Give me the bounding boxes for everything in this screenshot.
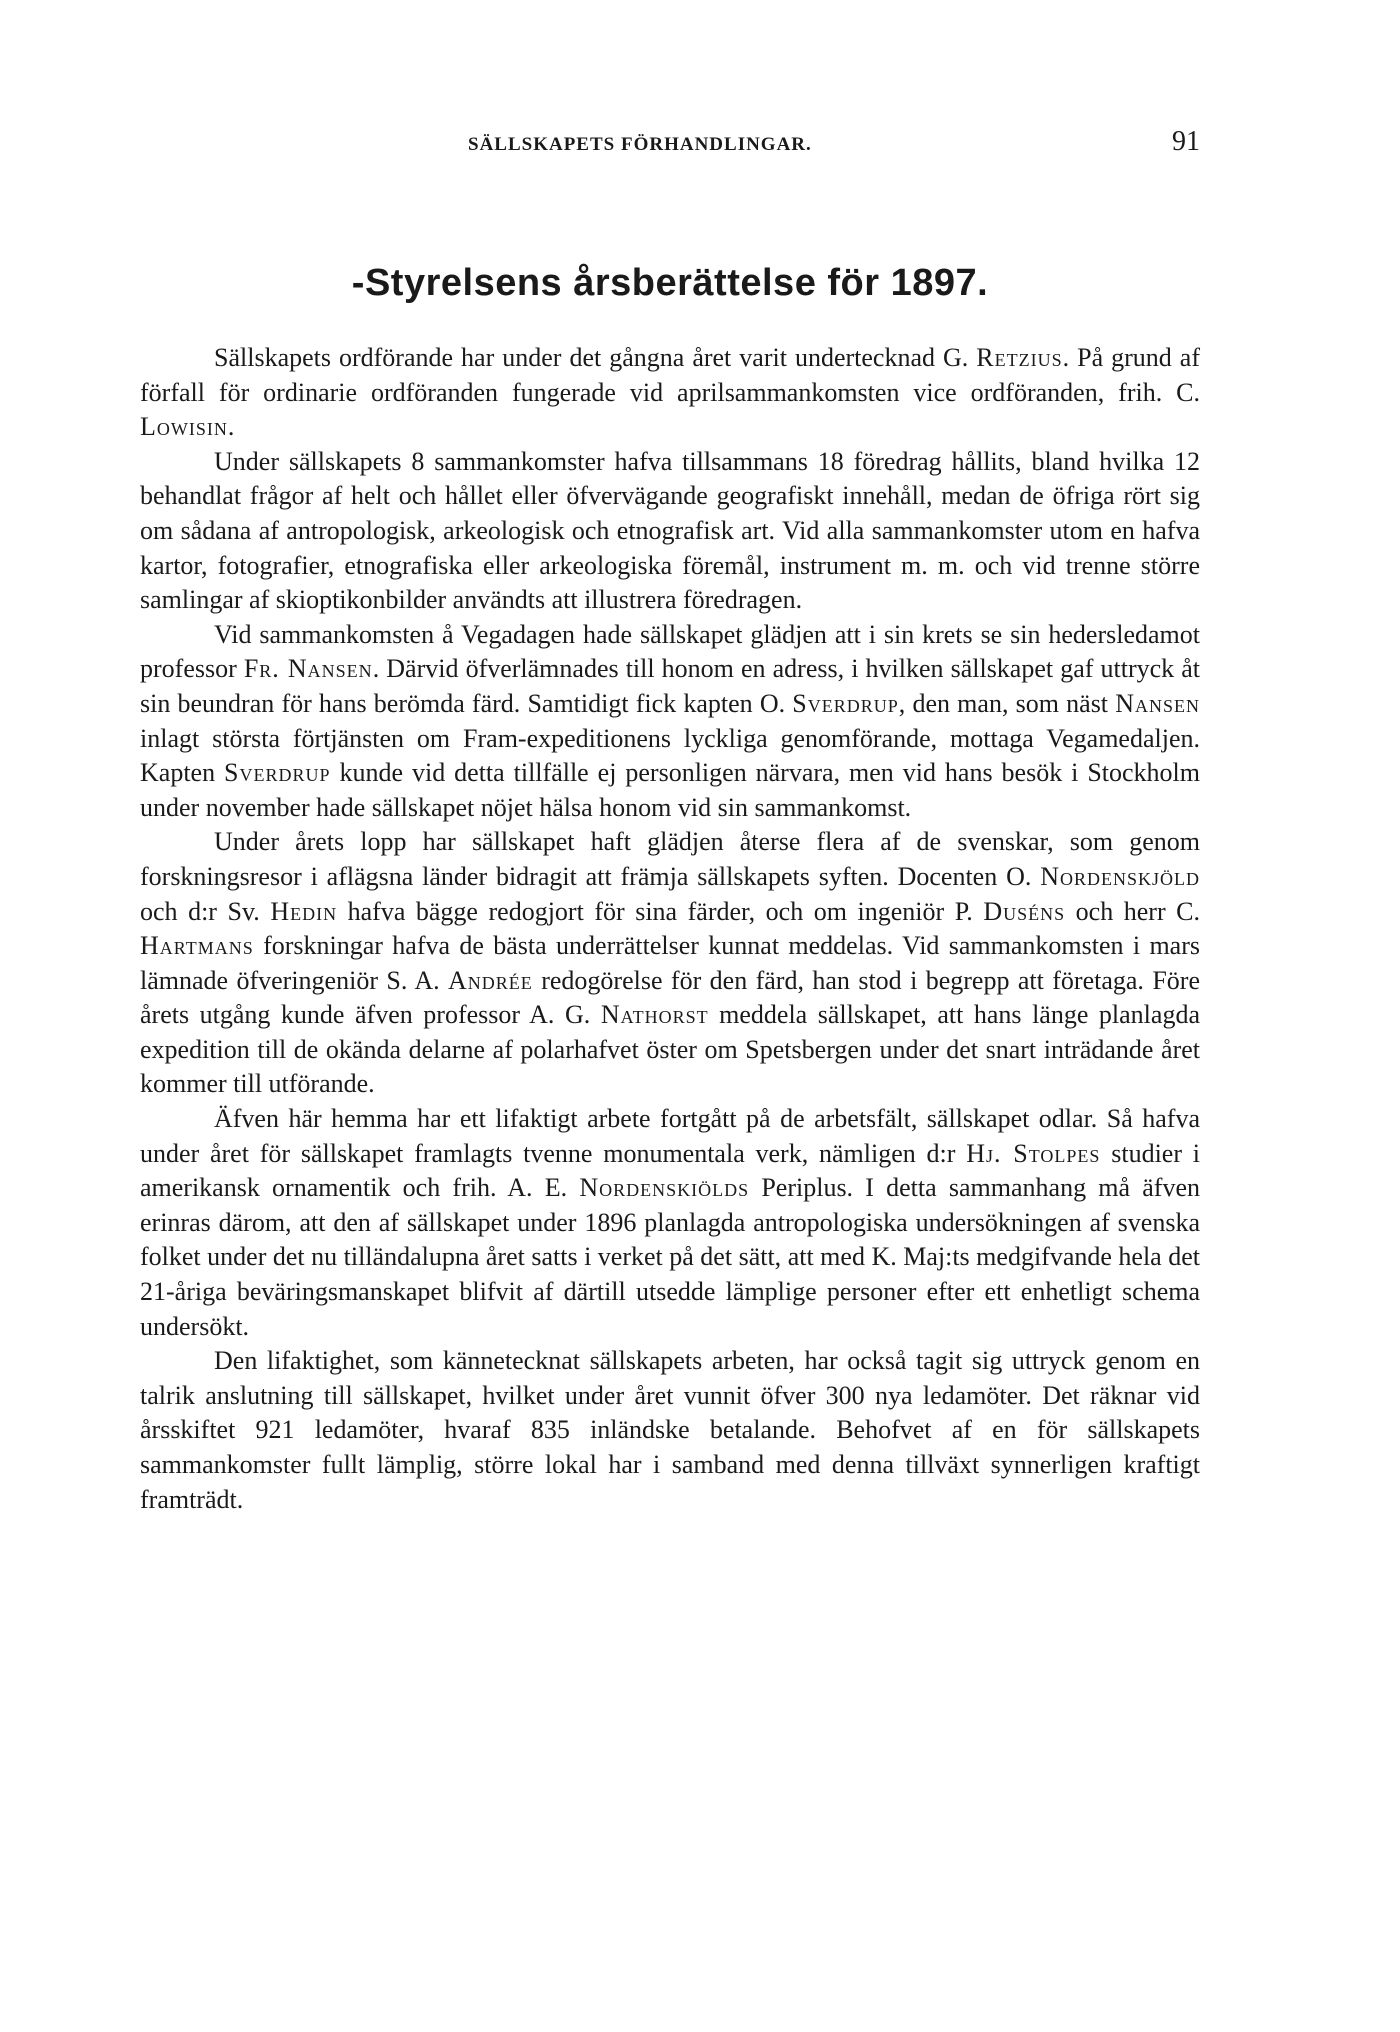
- person-name: Sverdrup: [224, 758, 331, 788]
- text-run: , den man, som näst: [898, 688, 1116, 718]
- text-run: Vid sammankomsten å Vegadagen hade sällskapet glädjen att i sin krets se sin hedersledamot professor: [140, 619, 1200, 684]
- text-run: Sällskapets ordförande har under det gångna året varit undertecknad G.: [214, 343, 977, 372]
- text-run: Äfven här hemma har ett lifaktigt arbete fortgått på de arbetsfält, sällskapet odlar. Så hafva under året för sällskapet framlagts tvenne monumentala verk, nämligen d:r: [140, 1104, 1200, 1168]
- text-run: .: [227, 412, 235, 442]
- person-name: Hartmans: [140, 931, 254, 961]
- text-run: hafva bägge redogjort för sina färder, och om ingeniör P.: [337, 896, 984, 926]
- text-run: Periplus. I detta sammanhang må äfven erinras därom, att den af sällskapet under 1896 planlagda antropologiska undersökningen af svenska folket under det nu tilländalupna året satts i verket på det sätt, att med K. Maj:ts medgifvande hela det 21-åriga beväringsmanskapet blifvit af därtill utsedde lämplige personer efter ett enhetligt schema undersökt.: [140, 1173, 1200, 1341]
- text-run: meddela sällskapet, att hans länge planlagda expedition till de okända delarne af polarhafvet öster om Spetsbergen under det snart inträdande året kommer till utförande.: [140, 1000, 1200, 1099]
- text-run: . Därvid öfverlämnades till honom en adress, i hvilken sällskapet gaf uttryck åt sin beundran för hans berömda färd. Samtidigt fick kapten O.: [140, 654, 1200, 718]
- text-run: kunde vid detta tillfälle ej personligen närvara, men vid hans besök i Stockholm under november hade sällskapet nöjet hälsa honom vid sin sammankomst.: [140, 758, 1200, 822]
- text-run: och herr C.: [1065, 896, 1200, 926]
- paragraph: [140, 445, 1200, 618]
- person-name: Nordenskjöld: [1040, 861, 1200, 891]
- text-run: forskningar hafva de bästa underrättelser kunnat meddelas. Vid sammankomsten i mars lämnade öfveringeniör S. A.: [140, 931, 1200, 995]
- person-name: Andrée: [448, 965, 533, 995]
- person-name: Nansen: [1115, 688, 1200, 718]
- person-name: Sverdrup: [792, 688, 899, 718]
- person-name: Hedin: [270, 896, 338, 926]
- text-run: studier i amerikansk ornamentik och frih. A. E.: [140, 1138, 1200, 1203]
- text-run: Under sällskapets 8 sammankomster hafva tillsammans 18 föredrag hållits, bland hvilka 12 behandlat frågor af helt och hållet eller öfvervägande geografiskt innehåll, medan de öfriga rört sig om sådana af antropologisk, arkeologisk och etnografisk art. Vid alla sammankomster utom en hafva kartor, fotografier, etnografiska eller arkeologiska föremål, instrument m. m. och vid trenne större samlingar af skioptikonbilder användts att illustrera föredragen.: [140, 446, 1200, 615]
- person-name: Duséns: [983, 896, 1066, 926]
- paragraph: [140, 618, 1200, 826]
- running-title: SÄLLSKAPETS FÖRHANDLINGAR.: [468, 134, 812, 155]
- person-name: Hj. Stolpes: [966, 1138, 1101, 1168]
- paragraph: [140, 825, 1200, 1102]
- section-heading: -Styrelsens årsberättelse för 1897.: [351, 262, 989, 304]
- text-run: redogörelse för den färd, han stod i begrepp att företaga. Före årets utgång kunde äfven professor A. G.: [140, 965, 1201, 1030]
- body-text: [140, 341, 1200, 1517]
- paragraph: [140, 1344, 1200, 1517]
- page-number: 91: [1172, 126, 1200, 157]
- person-name: Nordenskiölds: [579, 1173, 750, 1203]
- text-run: Den lifaktighet, som kännetecknat sällskapets arbeten, har också tagit sig uttryck genom en talrik anslutning till sällskapet, hvilket under året vunnit öfver 300 nya ledamöter. Det räknar vid årsskiftet 921 ledamöter, hvaraf 835 inländske betalande. Behofvet af en för sällskapets sammankomster fullt lämplig, större lokal har i samband med denna tillväxt synnerligen kraftigt framträdt.: [140, 1346, 1200, 1514]
- text-run: . På grund af förfall för ordinarie ordföranden fungerade vid aprilsammankomsten vice ordföranden, frih. C.: [140, 343, 1200, 407]
- person-name: Nathorst: [600, 1000, 709, 1030]
- paragraph: [140, 1102, 1200, 1344]
- paragraph: [140, 341, 1200, 445]
- running-header: [140, 120, 1200, 168]
- document-page: [140, 120, 1200, 1517]
- text-run: och d:r Sv.: [140, 896, 271, 926]
- person-name: Retzius: [976, 343, 1063, 372]
- text-run: Under årets lopp har sällskapet haft glädjen återse flera af de svenskar, som genom forskningsresor i aflägsna länder bidragit att främja sällskapets syften. Docenten O.: [140, 827, 1200, 891]
- person-name: Fr. Nansen: [243, 654, 373, 684]
- text-run: inlagt största förtjänsten om Fram-expeditionens lyckliga genomförande, mottaga Vegamedaljen. Kapten: [140, 723, 1200, 788]
- person-name: Lowisin: [140, 412, 228, 442]
